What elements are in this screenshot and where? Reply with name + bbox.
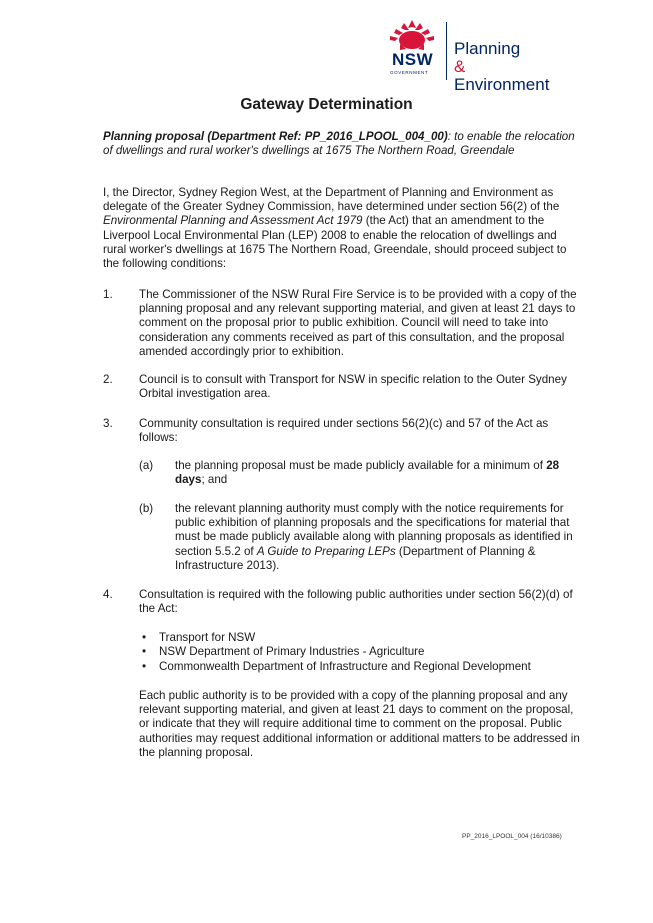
logo-divider xyxy=(446,22,447,80)
sub-b-end: (Department of Planning & Infrastructure 2013). xyxy=(175,544,536,572)
guide-title: A Guide to Preparing LEPs xyxy=(256,544,396,558)
condition-text: The Commissioner of the NSW Rural Fire Service is to be provided with a copy of the planning proposal and any relevant supporting material, and given at least 21 days to comment on the proposal prior to public exhibition. Council will need to take into consideration any comments received as part of this consultation, and the proposal amended accordingly prior to exhibition. xyxy=(139,288,577,358)
brand-line-1: Planning xyxy=(454,39,521,58)
brand-ampersand: & xyxy=(454,57,466,76)
brand-line-2: Environment xyxy=(454,75,550,94)
department-name xyxy=(454,40,549,94)
determination-text-2: (the Act) that an amendment to the Liverpool Local Environmental Plan (LEP) 2008 to enable the relocation of dwellings and rural worker's dwellings at 1675 The Northern Road, Greendale, should proceed subject to the following conditions: xyxy=(103,214,567,271)
authority-name: NSW Department of Primary Industries - Agriculture xyxy=(159,645,425,658)
condition-number: 4. xyxy=(103,588,113,601)
condition-number: 2. xyxy=(103,373,113,386)
sub-a-text: the planning proposal must be made publicly available for a minimum of xyxy=(175,459,547,472)
sub-a-end: ; and xyxy=(201,473,228,487)
sub-text xyxy=(175,502,585,573)
proposal-description: : to enable the relocation of dwellings and rural worker's dwellings at 1675 The Northern Road, Greendale xyxy=(103,130,575,158)
sub-b-text: the relevant planning authority must comply with the notice requirements for public exhibition of planning proposals and the specifications for material that must be made publicly available along with planning proposals as identified in section 5.5.2 of xyxy=(175,502,573,558)
closing-paragraph: Each public authority is to be provided with a copy of the planning proposal and any relevant supporting material, and given at least 21 days to comment on the proposal, or indicate that they will require additional time to comment on the proposal. Public authorities may request additional information or additional matters to be addressed in the planning proposal. xyxy=(139,689,580,759)
authority-name: Commonwealth Department of Infrastructure and Regional Development xyxy=(159,660,531,673)
determination-text-1: I, the Director, Sydney Region West, at the Department of Planning and Environment as delegate of the Greater Sydney Commission, have determined under section 56(2) of the xyxy=(103,186,560,214)
waratah-icon xyxy=(386,18,438,54)
sub-label: (a) xyxy=(139,459,154,472)
condition-text: Council is to consult with Transport for NSW in specific relation to the Outer Sydney Orbital investigation area. xyxy=(139,373,567,401)
condition-number: 1. xyxy=(103,288,113,301)
document-reference-footer: PP_2016_LPOOL_004 (16/10386) xyxy=(462,833,562,840)
bullet-icon: • xyxy=(142,660,147,673)
determination-paragraph xyxy=(103,186,583,271)
planning-proposal-intro xyxy=(103,130,583,158)
bullet-icon: • xyxy=(142,631,147,644)
document-title: Gateway Determination xyxy=(240,96,413,113)
condition-text: Community consultation is required under sections 56(2)(c) and 57 of the Act as follows: xyxy=(139,417,549,445)
nsw-planning-environment-logo xyxy=(386,18,586,94)
sub-a-duration: 28 days xyxy=(175,459,560,487)
sub-text xyxy=(175,459,585,487)
bullet-icon: • xyxy=(142,645,147,658)
act-name: Environmental Planning and Assessment Act 1979 xyxy=(103,214,363,228)
condition-text: Consultation is required with the following public authorities under section 56(2)(d) of the Act: xyxy=(139,588,573,616)
authority-name: Transport for NSW xyxy=(159,631,256,644)
proposal-reference: Planning proposal (Department Ref: PP_2016_LPOOL_004_00) xyxy=(103,130,448,143)
condition-number: 3. xyxy=(103,417,113,430)
sub-label: (b) xyxy=(139,502,154,515)
nsw-wordmark: NSW xyxy=(392,50,434,69)
government-label: GOVERNMENT xyxy=(390,70,429,75)
